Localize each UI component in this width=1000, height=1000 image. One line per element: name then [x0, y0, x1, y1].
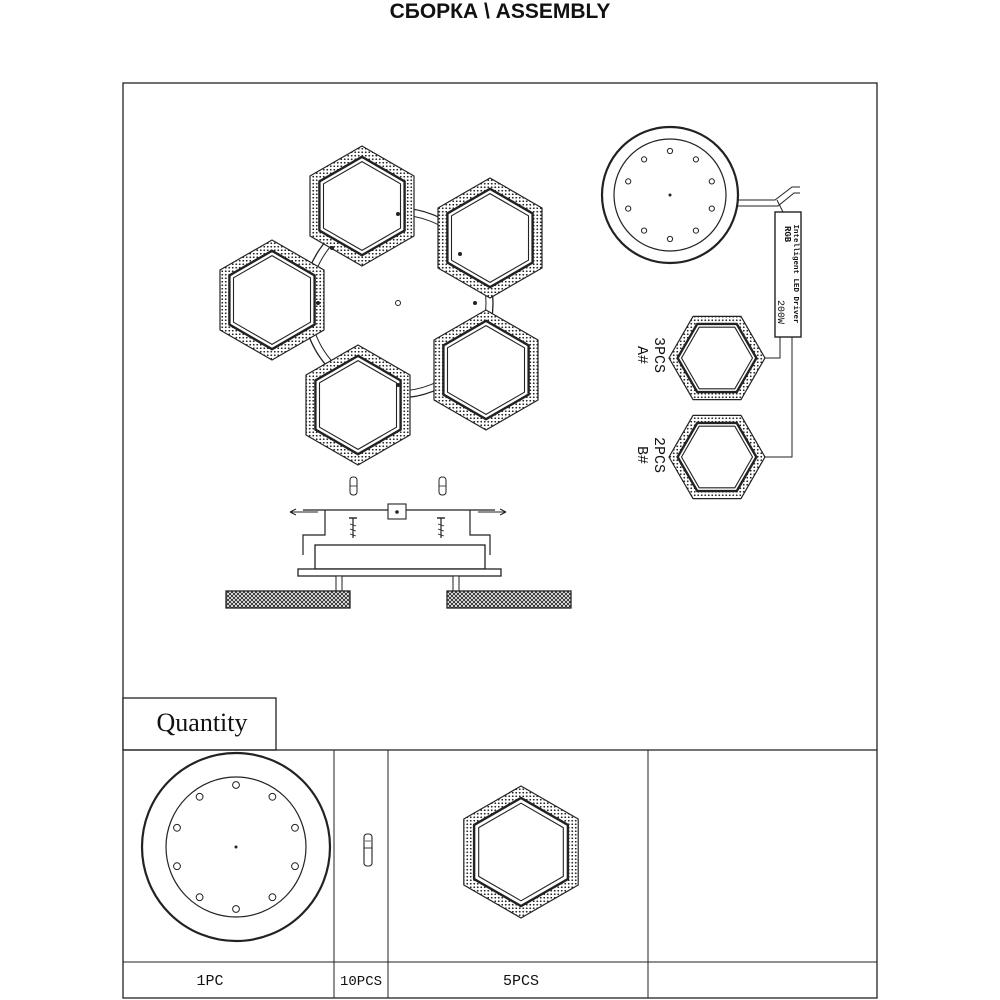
qty-ring-label: 5PCS	[502, 973, 540, 990]
quantity-header: Quantity	[156, 708, 248, 737]
canopy-center	[669, 194, 672, 197]
screw-anchor-icon	[439, 477, 446, 495]
screw-icon	[437, 518, 445, 538]
screw-hole	[233, 782, 240, 789]
ring-b-count: 2PCS	[650, 436, 667, 474]
stem	[453, 576, 459, 592]
screw-hole	[174, 863, 181, 870]
hexagon-ring	[306, 345, 410, 465]
screw-icon	[349, 518, 357, 538]
screw-hole	[642, 228, 647, 233]
driver-rgb-label: RGB	[782, 226, 792, 243]
screw-hole	[709, 206, 714, 211]
driver-label: Intelligent LED Driver	[791, 224, 799, 324]
hexagon-ring	[438, 178, 542, 298]
hexagon-ring	[310, 146, 414, 266]
ring-section-left	[226, 591, 350, 608]
hexagon-ring	[434, 310, 538, 430]
mount-point	[316, 301, 320, 305]
quantity-table	[123, 698, 877, 998]
screw-hole	[269, 793, 276, 800]
screw-anchor-icon	[350, 477, 357, 495]
ring-b-label: B#	[633, 445, 650, 465]
controller-wiring	[602, 127, 801, 499]
mount-point	[330, 246, 334, 250]
screw-hole	[642, 157, 647, 162]
mount-point	[458, 252, 462, 256]
ring-a-label: A#	[633, 345, 650, 365]
fixture-top-view	[220, 146, 542, 465]
screw-hole	[709, 179, 714, 184]
screw-anchor-icon	[364, 834, 372, 866]
canopy-plate	[298, 569, 501, 576]
ring-a-count: 3PCS	[650, 336, 667, 374]
power-wire	[737, 187, 800, 200]
page-title: СБОРКА \ ASSEMBLY	[389, 0, 611, 23]
qty-plate-label: 1PC	[196, 973, 224, 990]
screw-hole	[269, 894, 276, 901]
stem	[336, 576, 342, 592]
hexagon-ring	[220, 240, 324, 360]
screw-hole	[174, 824, 181, 831]
driver-power-label: 200W	[774, 299, 785, 324]
screw-hole	[233, 906, 240, 913]
screw-hole	[667, 236, 672, 241]
fixture-side-view	[226, 477, 571, 608]
center-point	[396, 301, 401, 306]
mount-point	[396, 383, 400, 387]
hexagon-ring-b	[669, 415, 765, 498]
screw-hole	[196, 793, 203, 800]
screw-hole	[693, 228, 698, 233]
mount-point	[396, 212, 400, 216]
screw-hole	[626, 179, 631, 184]
hexagon-ring-a	[669, 316, 765, 399]
ring-section-right	[447, 591, 571, 608]
screw-hole	[693, 157, 698, 162]
screw-hole	[196, 894, 203, 901]
screw-hole	[667, 148, 672, 153]
screw-hole	[292, 824, 299, 831]
screw-hole	[626, 206, 631, 211]
hexagon-ring-icon	[464, 786, 578, 918]
qty-anchor-label: 10PCS	[339, 974, 383, 990]
screw-hole	[292, 863, 299, 870]
canopy-body	[315, 545, 485, 569]
mount-point	[473, 301, 477, 305]
